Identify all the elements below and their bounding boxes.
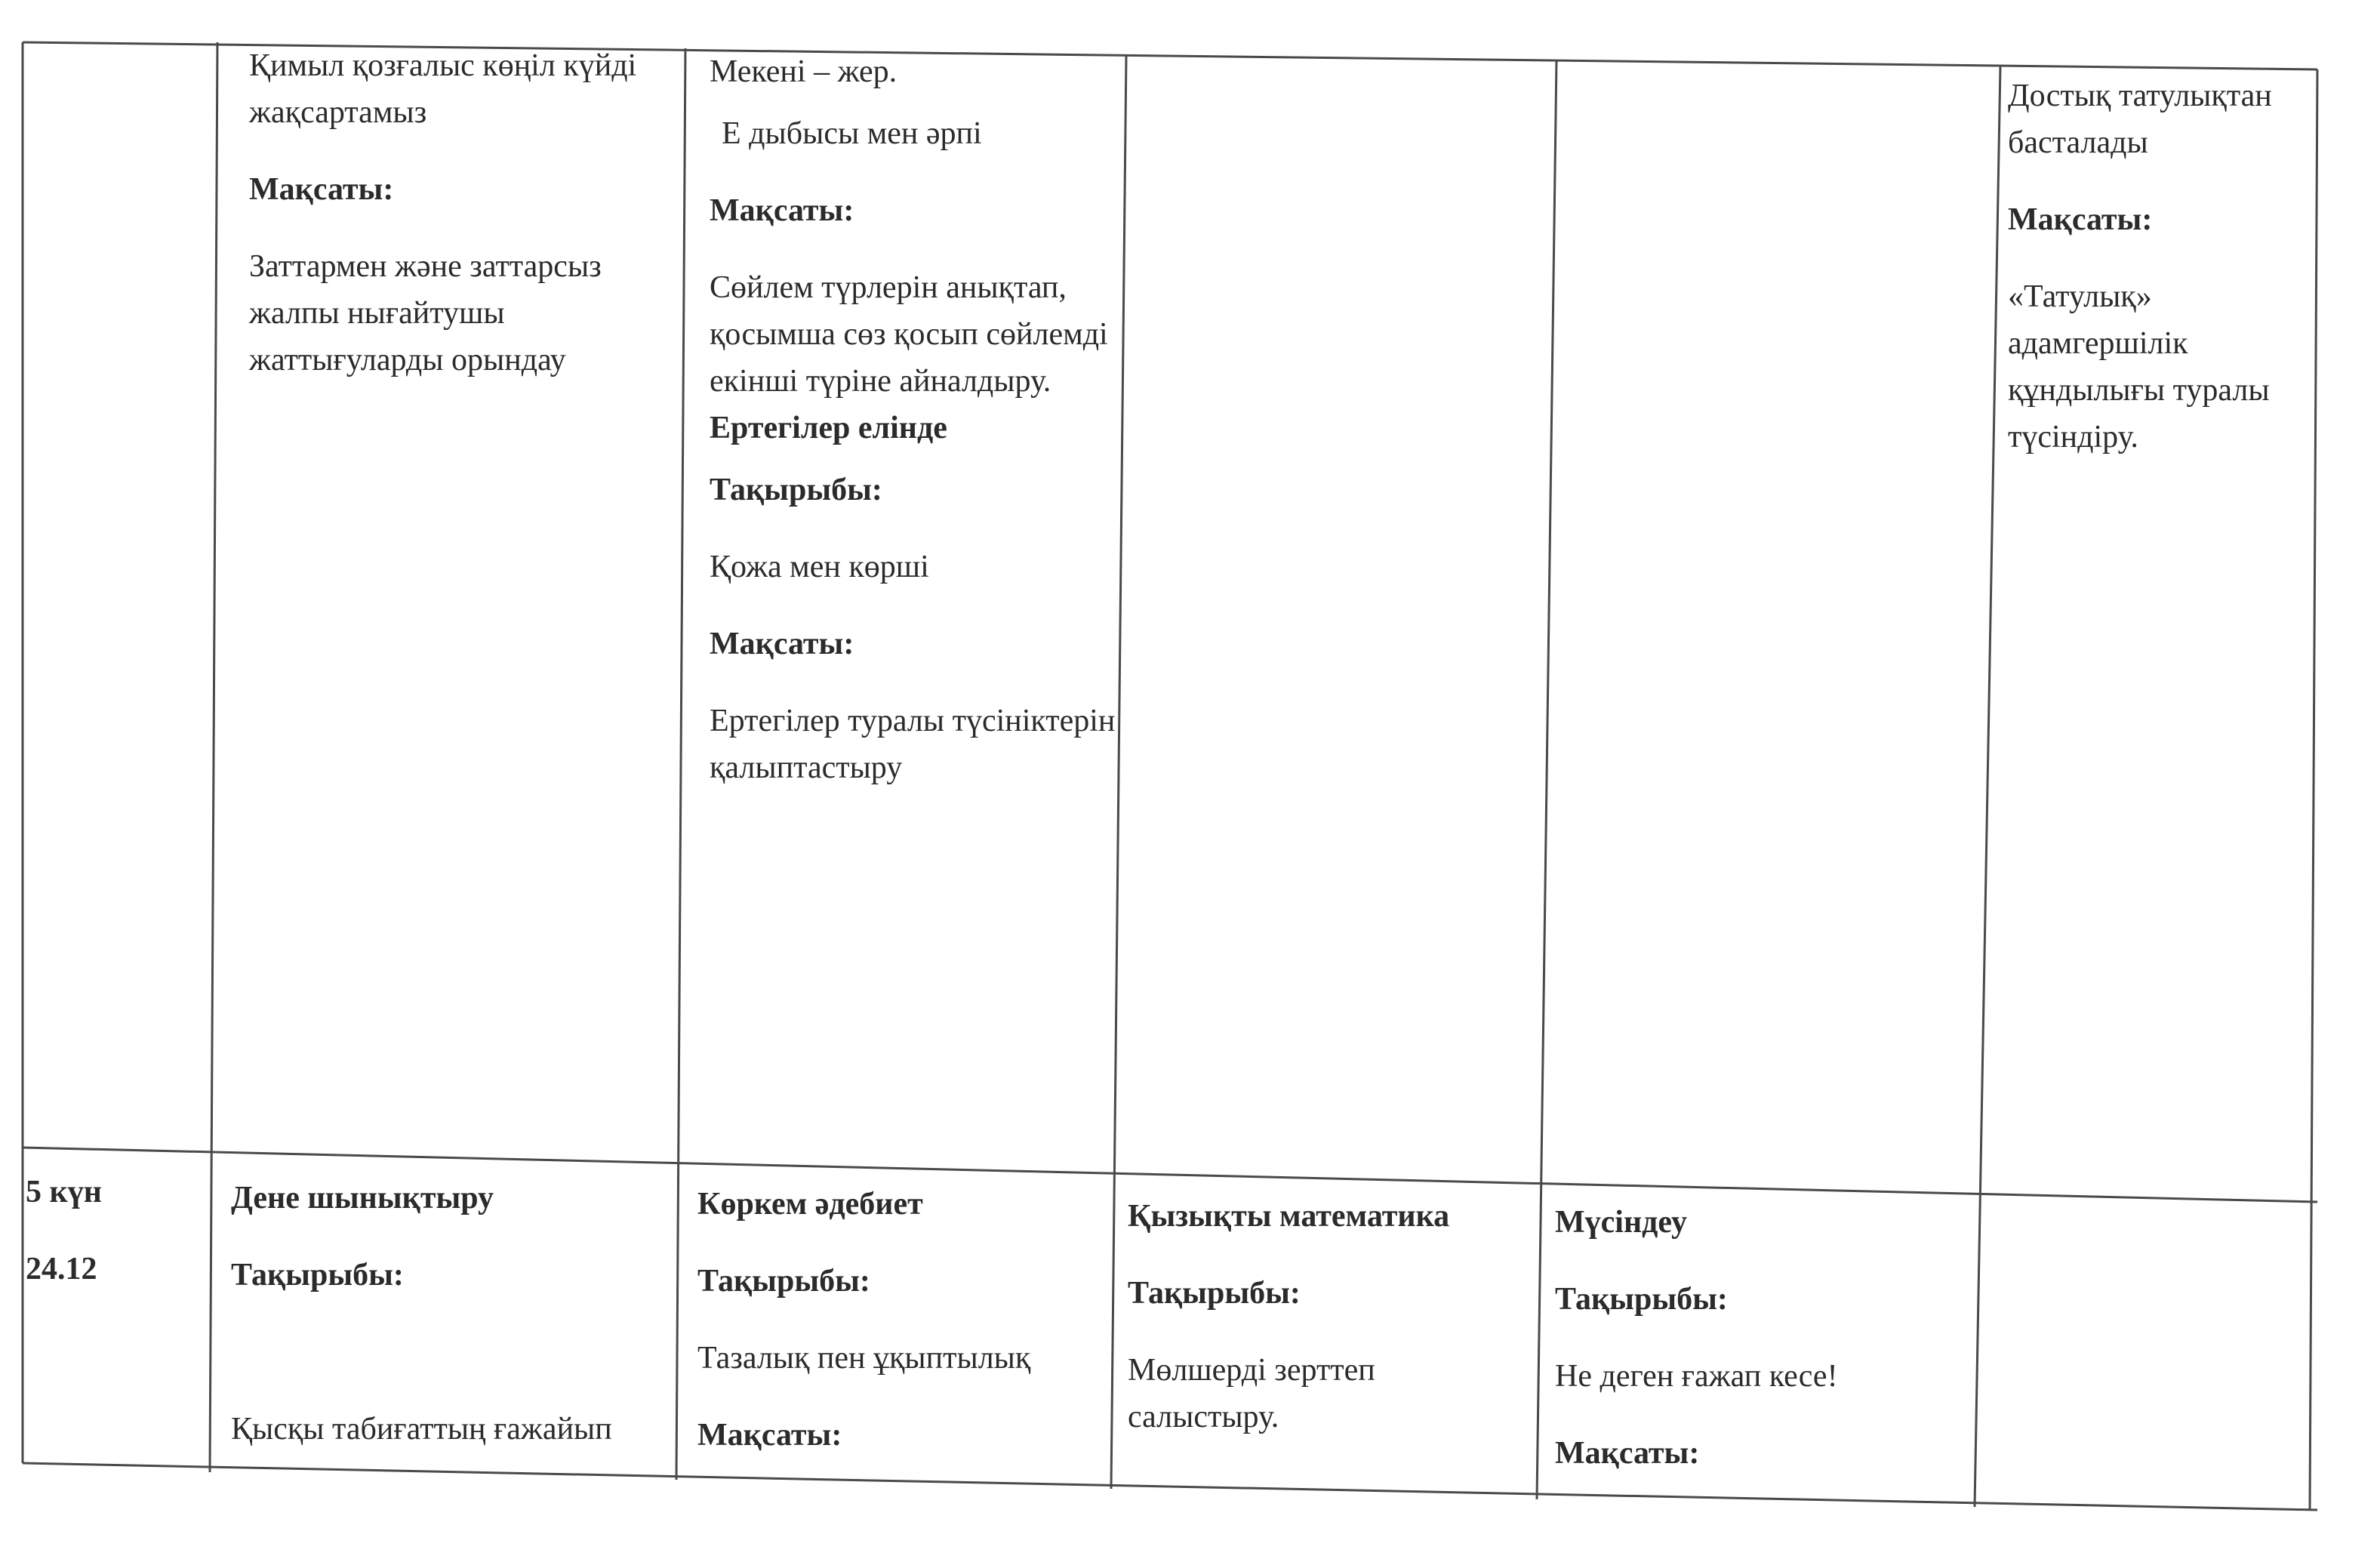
row1-c2-topic2: Е дыбысы мен әрпі (722, 116, 982, 151)
row1-c2-topic: Мекені – жер. (710, 54, 898, 89)
row2-c4-topic: Не деген ғажап кесе! (1555, 1359, 1838, 1394)
row1-values-cell (2008, 72, 2302, 491)
row1-c2-goal-label: Мақсаты: (710, 193, 854, 228)
row1-c1-goal: Заттармен және заттарсыз жалпы нығайтушы жаттығуларды орындау (249, 249, 602, 377)
row1-c2-topic3: Қожа мен көрші (710, 550, 929, 584)
row1-c5-goal: «Татулық» адамгершілік құндылығы туралы түсіндіру. (2008, 279, 2270, 454)
row2-c1-topic: Қысқы табиғаттың ғажайып (231, 1412, 612, 1447)
row2-sculpting-cell (1555, 1199, 1963, 1507)
row1-c2-subject: Ертегілер елінде (710, 411, 947, 445)
row1-literacy-cell (710, 48, 1117, 821)
row2-c3-topic: Мөлшерді зерттеп салыстыру. (1128, 1353, 1375, 1434)
row1-c1-topic: Қимыл қозғалыс көңіл күйді жақсартамыз (249, 48, 637, 130)
row2-c4-subject: Мүсіндеу (1555, 1205, 1687, 1240)
row2-physical-cell (231, 1175, 661, 1483)
row2-c4-goal-label: Мақсаты: (1555, 1436, 1700, 1471)
row2-day-cell (26, 1169, 199, 1323)
row1-physical-cell (249, 42, 679, 414)
row1-c5-topic: Достық татулықтан басталады (2008, 79, 2272, 160)
row1-c2-topic-label: Тақырыбы: (710, 473, 882, 507)
row1-c2-goal2: Ертегілер туралы түсініктерін қалыптастыру (710, 704, 1116, 785)
row2-literature-cell (697, 1181, 1105, 1489)
row1-c2-goal: Сөйлем түрлерін анықтап, қосымша сөз қосып сөйлемді екінші түріне айналдыру. (710, 270, 1108, 399)
row2-day-label: 5 күн (26, 1175, 102, 1209)
row2-day-date: 24.12 (26, 1252, 97, 1286)
row2-c2-goal-label: Мақсаты: (697, 1418, 842, 1453)
row2-c1-topic-label: Тақырыбы: (231, 1258, 404, 1292)
row2-c4-topic-label: Тақырыбы: (1555, 1282, 1728, 1317)
row2-math-cell (1128, 1193, 1528, 1471)
row2-c3-subject: Қызықты математика (1128, 1199, 1450, 1234)
row2-c2-subject: Көркем әдебиет (697, 1187, 923, 1222)
row2-c2-topic-label: Тақырыбы: (697, 1264, 870, 1299)
row1-c1-goal-label: Мақсаты: (249, 172, 394, 207)
row2-c1-subject: Дене шынықтыру (231, 1181, 494, 1215)
row2-c2-topic: Тазалық пен ұқыптылық (697, 1341, 1031, 1376)
row1-c2-goal-label2: Мақсаты: (710, 627, 854, 661)
row2-c3-topic-label: Тақырыбы: (1128, 1276, 1301, 1311)
row1-c5-goal-label: Мақсаты: (2008, 202, 2153, 237)
